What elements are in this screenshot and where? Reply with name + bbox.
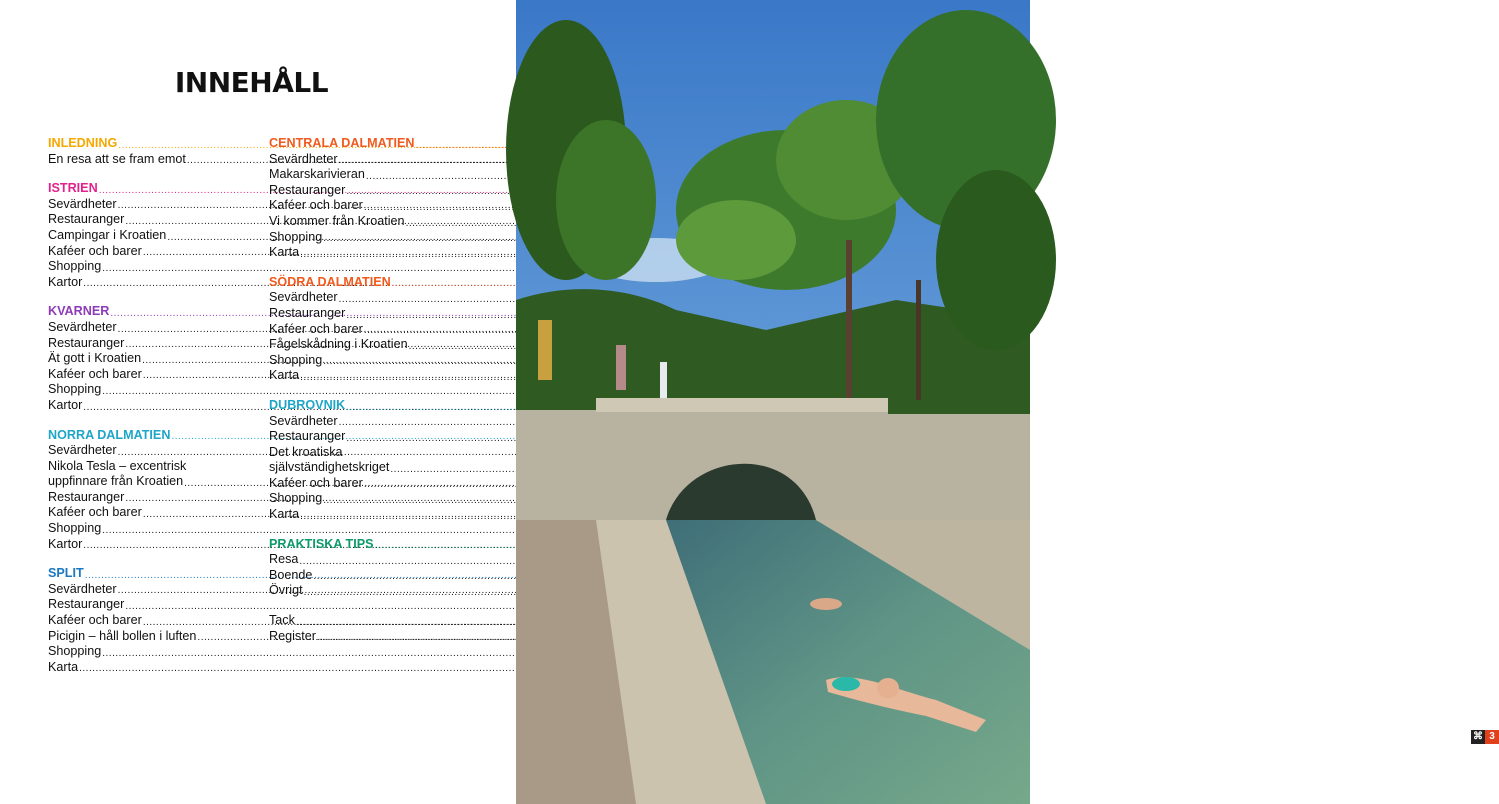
- toc-column-2: [269, 136, 455, 658]
- entry-label: Sevärdheter: [269, 151, 338, 166]
- section-title: ISTRIEN: [48, 181, 98, 196]
- entry-label: Tack: [269, 613, 295, 628]
- entry-label: Kaféer och barer: [48, 243, 142, 258]
- toc-section: [48, 566, 235, 675]
- page-number: 3: [1485, 730, 1499, 744]
- toc-section-heading: [48, 304, 235, 320]
- toc-entry: [48, 505, 235, 521]
- entry-label: Kaféer och barer: [48, 613, 142, 628]
- toc-entry: [48, 443, 235, 459]
- toc-section: [48, 428, 235, 553]
- toc-entry: [48, 259, 235, 275]
- toc-entry: [48, 275, 235, 291]
- toc-entry: [269, 306, 455, 322]
- section-title: INLEDNING: [48, 136, 118, 150]
- page-title: INNEHÅLL: [174, 66, 329, 99]
- toc-entry: [269, 629, 455, 645]
- entry-label: Kaféer och barer: [269, 321, 363, 336]
- entry-label: Shopping: [48, 259, 102, 274]
- entry-label: Campingar i Kroatien: [48, 227, 167, 242]
- toc-section: [269, 398, 455, 523]
- left-page: [0, 0, 516, 804]
- toc-entry: [269, 507, 455, 523]
- toc-section: [269, 613, 455, 644]
- toc-entry: [269, 353, 455, 369]
- toc-section-heading: [48, 136, 235, 152]
- entry-label: Boende: [269, 567, 313, 582]
- entry-label: Shopping: [48, 382, 102, 397]
- entry-label: Shopping: [269, 229, 323, 244]
- toc-entry: [269, 183, 455, 199]
- toc-entry: [48, 629, 235, 645]
- toc-entry: [48, 382, 235, 398]
- toc-entry: [48, 212, 235, 228]
- toc-entry: [48, 336, 235, 352]
- entry-label: uppfinnare från Kroatien: [48, 474, 184, 489]
- toc-section: [269, 537, 455, 599]
- entry-label: Övrigt: [269, 583, 303, 598]
- entry-label: Restauranger: [269, 305, 346, 320]
- entry-label: Restauranger: [48, 335, 125, 350]
- entry-label: En resa att se fram emot: [48, 151, 186, 166]
- entry-label: Kartor: [48, 274, 83, 289]
- entry-label: Sevärdheter: [269, 290, 338, 305]
- entry-label: Register: [269, 628, 316, 643]
- section-title: SÖDRA DALMATIEN: [269, 274, 391, 289]
- toc-section-heading: [48, 566, 235, 582]
- toc-entry: [269, 568, 455, 584]
- toc-section: [269, 275, 455, 384]
- toc-entry: [269, 337, 455, 353]
- entry-label: Restauranger: [48, 212, 125, 227]
- entry-label: Vi kommer från Kroatien: [269, 213, 405, 228]
- entry-label: Sevärdheter: [48, 319, 117, 334]
- toc-entry: [48, 521, 235, 537]
- toc-entry: [48, 582, 235, 598]
- section-title: SPLIT: [48, 566, 84, 581]
- toc-entry: [269, 368, 455, 384]
- toc-entry: [269, 290, 455, 306]
- toc-entry: [269, 230, 455, 246]
- toc-entry-label-line: Det kroatiska: [269, 444, 343, 459]
- toc-entry: [269, 613, 455, 629]
- entry-label: Kaféer och barer: [48, 505, 142, 520]
- toc-section-heading: [269, 398, 455, 414]
- toc-entry: [48, 351, 235, 367]
- entry-label: Makarskarivieran: [269, 167, 365, 182]
- entry-label: Resa: [269, 552, 299, 567]
- toc-entry: [269, 460, 455, 476]
- toc-entry: [48, 597, 235, 613]
- bookmark-icon: ⌘: [1473, 731, 1483, 742]
- toc-entry: [269, 414, 455, 430]
- entry-label: Sevärdheter: [269, 413, 338, 428]
- toc-entry: [269, 167, 455, 183]
- entry-label: Karta: [269, 507, 300, 522]
- page-number-badge: [1471, 730, 1499, 744]
- section-title: CENTRALA DALMATIEN: [269, 136, 415, 150]
- entry-label: Fågelskådning i Kroatien: [269, 337, 408, 352]
- entry-label: Shopping: [269, 491, 323, 506]
- entry-label: Shopping: [269, 352, 323, 367]
- toc-entry: [269, 322, 455, 338]
- toc-section-heading: [269, 537, 455, 553]
- toc-section: [48, 181, 235, 290]
- section-title: NORRA DALMATIEN: [48, 427, 171, 442]
- section-title: DUBROVNIK: [269, 397, 346, 412]
- leader-dots: [79, 663, 577, 675]
- toc-entry: [269, 214, 455, 230]
- toc-entry: [48, 244, 235, 260]
- entry-label: Shopping: [48, 521, 102, 536]
- toc-entry: [48, 474, 235, 490]
- entry-label: Kaféer och barer: [269, 475, 363, 490]
- toc-entry-label-line: Nikola Tesla – excentrisk: [48, 458, 187, 473]
- toc-entry: [48, 613, 235, 629]
- toc-entry: [48, 644, 235, 660]
- toc-entry: [269, 552, 455, 568]
- toc-entry: [48, 537, 235, 553]
- entry-label: Picigin – håll bollen i luften: [48, 628, 197, 643]
- entry-label: Sevärdheter: [48, 196, 117, 211]
- entry-label: Kaféer och barer: [269, 198, 363, 213]
- entry-label: Shopping: [48, 644, 102, 659]
- entry-label: Kartor: [48, 536, 83, 551]
- toc-entry: [269, 198, 455, 214]
- toc-entry: [48, 367, 235, 383]
- toc-entry: [269, 152, 455, 168]
- toc-section-heading: [48, 181, 235, 197]
- toc-section: [269, 136, 455, 261]
- entry-label: Karta: [269, 245, 300, 260]
- toc-entry: [48, 660, 235, 676]
- toc-entry: [48, 197, 235, 213]
- toc-section-heading: [269, 275, 455, 291]
- entry-label: Restauranger: [269, 182, 346, 197]
- entry-label: Karta: [269, 368, 300, 383]
- canal-photo: [516, 0, 1495, 804]
- entry-label: Karta: [48, 659, 79, 674]
- entry-label: Restauranger: [48, 489, 125, 504]
- toc-entry: [48, 228, 235, 244]
- toc-section-heading: [48, 428, 235, 444]
- toc-section: [48, 136, 235, 167]
- toc-entry: [269, 583, 455, 599]
- toc-section: [48, 304, 235, 413]
- toc-entry: [269, 429, 455, 445]
- entry-label: Ät gott i Kroatien: [48, 351, 142, 366]
- toc-section-heading: [269, 136, 455, 152]
- toc-entry: [48, 320, 235, 336]
- entry-label: Restauranger: [269, 429, 346, 444]
- entry-label: Kaféer och barer: [48, 366, 142, 381]
- toc-entry: [269, 245, 455, 261]
- toc-column-1: [48, 136, 235, 689]
- entry-label: Sevärdheter: [48, 443, 117, 458]
- toc-entry: [269, 491, 455, 507]
- toc-entry: [269, 476, 455, 492]
- entry-label: Restauranger: [48, 597, 125, 612]
- toc-entry: [48, 490, 235, 506]
- section-title: PRAKTISKA TIPS: [269, 536, 374, 551]
- entry-label: Sevärdheter: [48, 581, 117, 596]
- entry-label: självständighetskriget: [269, 460, 390, 475]
- toc-entry: [48, 398, 235, 414]
- toc-entry: [48, 152, 235, 168]
- section-title: KVARNER: [48, 304, 110, 319]
- entry-label: Kartor: [48, 397, 83, 412]
